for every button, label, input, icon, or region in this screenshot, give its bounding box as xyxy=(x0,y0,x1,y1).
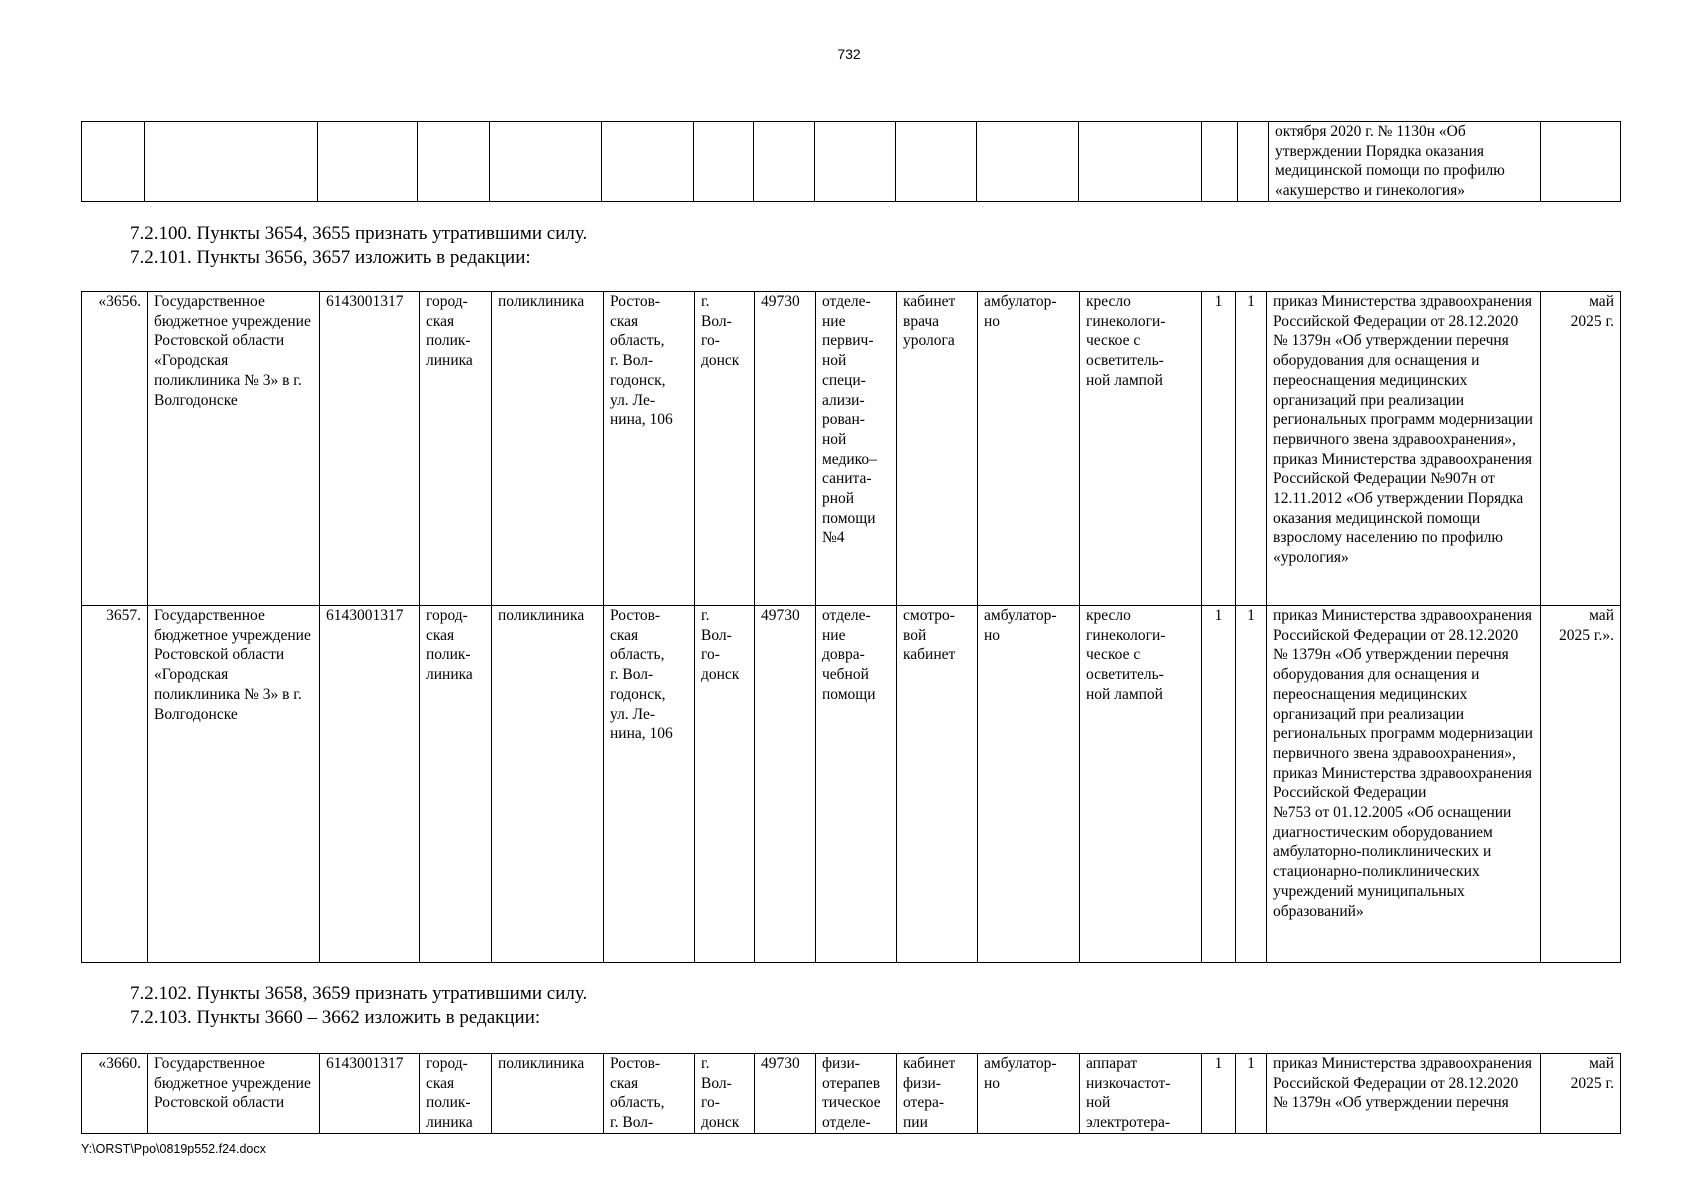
address: Ростов- ская область, г. Вол- годонск, ул. Ле- нина, 106 xyxy=(604,292,695,606)
table-row xyxy=(82,1054,1621,1134)
room: смотро- вой кабинет xyxy=(897,606,978,963)
equipment: кресло гинекологи- ческое с осветитель- ной лампой xyxy=(1080,292,1202,606)
paragraph-7-2-100: 7.2.100. Пункты 3654, 3655 признать утратившими силу. xyxy=(130,223,588,244)
legal-basis: приказ Министерства здравоохранения Российской Федерации от 28.12.2020 № 1379н «Об утверждении перечня оборудования для оснащения и переоснащения медицинских организаций при реализации региональных программ модернизации первичного звена здравоохранения», приказ Министерства здравоохранения Российской Федерации №753 от 01.12.2005 «Об оснащении диагностическим оборудованием амбулаторно-поликлинических и стационарно-поликлинических учреждений муниципальных образований» xyxy=(1267,606,1541,963)
equipment: аппарат низкочастот- ной электротера- xyxy=(1080,1054,1202,1134)
page-number: 732 xyxy=(837,46,861,62)
address: Ростов- ская область, г. Вол- xyxy=(604,1054,695,1134)
table-continuation xyxy=(81,121,1621,202)
row-number: «3660. xyxy=(82,1054,148,1134)
code: 49730 xyxy=(755,1054,816,1134)
inn: 6143001317 xyxy=(320,1054,420,1134)
city: г. Вол- го- донск xyxy=(695,606,755,963)
amendment-paragraphs xyxy=(130,982,587,1030)
room: кабинет врача уролога xyxy=(897,292,978,606)
care-conditions: амбулатор- но xyxy=(978,606,1080,963)
table-row xyxy=(82,122,1621,202)
paragraph-7-2-102: 7.2.102. Пункты 3658, 3659 признать утратившими силу. xyxy=(130,983,588,1004)
quantity-2: 1 xyxy=(1236,606,1267,963)
organization-name: Государственное бюджетное учреждение Ростовской области «Городская поликлиника № 3» в г. Волгодонске xyxy=(148,606,320,963)
file-path-footer: Y:\ORST\Ppo\0819p552.f24.docx xyxy=(81,1142,266,1156)
city: г. Вол- го- донск xyxy=(695,292,755,606)
care-conditions: амбулатор- но xyxy=(978,1054,1080,1134)
equipment-table-next xyxy=(81,1053,1621,1134)
legal-basis: приказ Министерства здравоохранения Российской Федерации от 28.12.2020 № 1379н «Об утверждении перечня оборудования для оснащения и переоснащения медицинских организаций при реализации региональных программ модернизации первичного звена здравоохранения», приказ Министерства здравоохранения Российской Федерации №907н от 12.11.2012 «Об утверждении Порядка оказания медицинской помощи взрослому населению по профилю «урология» xyxy=(1267,292,1541,606)
deadline: май 2025 г. xyxy=(1541,1054,1621,1134)
code: 49730 xyxy=(755,292,816,606)
organization-kind: город- ская полик- линика xyxy=(420,292,492,606)
quantity-1: 1 xyxy=(1202,1054,1236,1134)
quantity-1: 1 xyxy=(1202,292,1236,606)
legal-basis-cell: октября 2020 г. № 1130н «Об утверждении Порядка оказания медицинской помощи по профилю «акушерство и гинекология» xyxy=(1269,122,1541,202)
department: отделе- ние первич- ной специ- ализи- рован- ной медико– санита- рной помощи №4 xyxy=(816,292,897,606)
quantity-1: 1 xyxy=(1202,606,1236,963)
equipment: кресло гинекологи- ческое с осветитель- ной лампой xyxy=(1080,606,1202,963)
facility-type: поликлиника xyxy=(492,1054,604,1134)
row-number: 3657. xyxy=(82,606,148,963)
row-number: «3656. xyxy=(82,292,148,606)
facility-type: поликлиника xyxy=(492,292,604,606)
quantity-2: 1 xyxy=(1236,1054,1267,1134)
quantity-2: 1 xyxy=(1236,292,1267,606)
organization-kind: город- ская полик- линика xyxy=(420,606,492,963)
deadline: май 2025 г.». xyxy=(1541,606,1621,963)
inn: 6143001317 xyxy=(320,606,420,963)
code: 49730 xyxy=(755,606,816,963)
amendment-paragraphs xyxy=(130,222,587,270)
paragraph-7-2-101: 7.2.101. Пункты 3656, 3657 изложить в редакции: xyxy=(130,247,531,268)
organization-name: Государственное бюджетное учреждение Ростовской области xyxy=(148,1054,320,1134)
deadline: май 2025 г. xyxy=(1541,292,1621,606)
city: г. Вол- го- донск xyxy=(695,1054,755,1134)
address: Ростов- ская область, г. Вол- годонск, ул. Ле- нина, 106 xyxy=(604,606,695,963)
room: кабинет физи- отера- пии xyxy=(897,1054,978,1134)
table-row xyxy=(82,292,1621,606)
organization-kind: город- ская полик- линика xyxy=(420,1054,492,1134)
organization-name: Государственное бюджетное учреждение Ростовской области «Городская поликлиника № 3» в г. Волгодонске xyxy=(148,292,320,606)
legal-basis: приказ Министерства здравоохранения Российской Федерации от 28.12.2020 № 1379н «Об утверждении перечня xyxy=(1267,1054,1541,1134)
inn: 6143001317 xyxy=(320,292,420,606)
care-conditions: амбулатор- но xyxy=(978,292,1080,606)
department: отделе- ние довра- чебной помощи xyxy=(816,606,897,963)
table-row xyxy=(82,606,1621,963)
equipment-table xyxy=(81,291,1621,963)
facility-type: поликлиника xyxy=(492,606,604,963)
department: физи- отерапев тическое отделе- xyxy=(816,1054,897,1134)
paragraph-7-2-103: 7.2.103. Пункты 3660 – 3662 изложить в редакции: xyxy=(130,1007,541,1028)
